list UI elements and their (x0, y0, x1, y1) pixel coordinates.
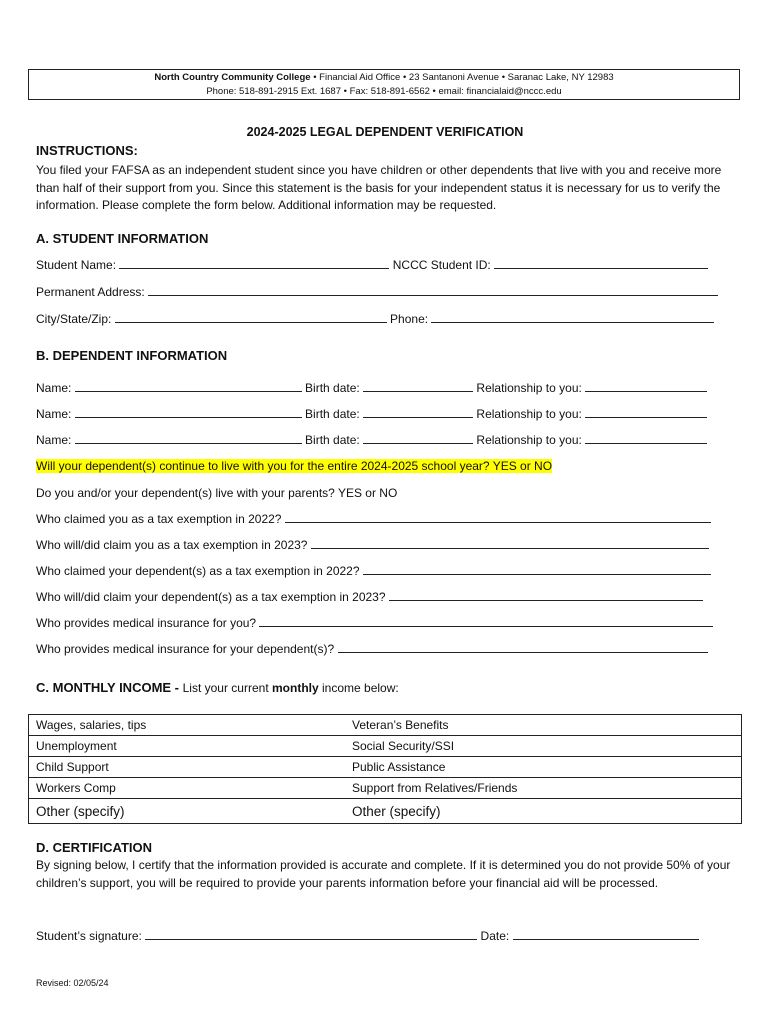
question-claimed-dependent-2022: Who claimed your dependent(s) as a tax exemption in 2022? (36, 564, 711, 578)
table-row (29, 715, 742, 736)
dependent-relationship-field[interactable] (585, 407, 707, 418)
dependent-birth-field[interactable] (363, 407, 473, 418)
section-d-heading: D. CERTIFICATION (36, 840, 153, 855)
student-id-field[interactable] (494, 258, 708, 269)
section-a-heading: A. STUDENT INFORMATION (36, 231, 209, 246)
college-name: North Country Community College (154, 72, 311, 83)
dependent-relationship-field[interactable] (585, 381, 707, 392)
medical-dependent-field[interactable] (338, 642, 708, 653)
revised-date: Revised: 02/05/24 (36, 978, 109, 988)
dependent-row: Name: Birth date: Relationship to you: (36, 407, 707, 421)
income-cell: Unemployment (36, 739, 117, 753)
address-row: Permanent Address: (36, 285, 718, 299)
phone-field[interactable] (431, 312, 714, 323)
claim-you-2023-field[interactable] (311, 538, 709, 549)
student-name-row: Student Name: NCCC Student ID: (36, 258, 708, 272)
income-cell: Wages, salaries, tips (36, 718, 147, 732)
income-cell: Public Assistance (352, 760, 446, 774)
question-claim-you-2023: Who will/did claim you as a tax exemption in 2023? (36, 538, 709, 552)
section-b-heading: B. DEPENDENT INFORMATION (36, 348, 228, 363)
address-field[interactable] (148, 285, 718, 296)
question-claimed-you-2022: Who claimed you as a tax exemption in 2022? (36, 512, 711, 526)
header-line-1: North Country Community College • Financial Aid Office • 23 Santanoni Avenue • Saranac Lake, NY 12983 (154, 72, 614, 83)
income-cell: Other (specify) (36, 803, 125, 819)
monthly-income-table (28, 714, 742, 824)
income-cell: Other (specify) (352, 803, 441, 819)
office-header-box (28, 69, 740, 100)
question-live-entire-year: Will your dependent(s) continue to live with you for the entire 2024-2025 school year? YES or NO (36, 459, 553, 473)
table-row (29, 736, 742, 757)
section-c-heading: C. MONTHLY INCOME - List your current monthly income below: (36, 680, 399, 695)
question-claim-dependent-2023: Who will/did claim your dependent(s) as a tax exemption in 2023? (36, 590, 703, 604)
signature-row: Student’s signature: Date: (36, 929, 699, 943)
table-row (29, 799, 742, 824)
city-field[interactable] (115, 312, 387, 323)
question-live-parents: Do you and/or your dependent(s) live with your parents? YES or NO (36, 486, 398, 500)
student-name-field[interactable] (119, 258, 389, 269)
certification-text: By signing below, I certify that the information provided is accurate and complete. If it is determined you do not provide 50% of your children’s support, you will be required to provide your parents information before your financial aid will be processed. (36, 858, 731, 890)
instructions-heading: INSTRUCTIONS: (36, 143, 138, 158)
dependent-name-field[interactable] (75, 407, 302, 418)
form-title: 2024-2025 LEGAL DEPENDENT VERIFICATION (246, 125, 524, 139)
dependent-relationship-field[interactable] (585, 433, 707, 444)
dependent-name-field[interactable] (75, 433, 302, 444)
instructions-text: You filed your FAFSA as an independent student since you have children or other dependents that live with you and receive more than half of their support from you. Since this statement is the basis for your independent status it is necessary for us to verify the information. Please complete the form below. Additional information may be requested. (36, 163, 722, 212)
claimed-dependent-2022-field[interactable] (363, 564, 711, 575)
income-cell: Social Security/SSI (352, 739, 455, 753)
dependent-birth-field[interactable] (363, 381, 473, 392)
dependent-name-field[interactable] (75, 381, 302, 392)
header-line-2: Phone: 518-891-2915 Ext. 1687 • Fax: 518-891-6562 • email: financialaid@nccc.edu (206, 86, 562, 97)
medical-you-field[interactable] (259, 616, 713, 627)
table-row (29, 778, 742, 799)
dependent-row: Name: Birth date: Relationship to you: (36, 381, 707, 395)
income-cell: Child Support (36, 760, 109, 774)
dependent-birth-field[interactable] (363, 433, 473, 444)
income-cell: Workers Comp (36, 781, 116, 795)
claim-dependent-2023-field[interactable] (389, 590, 703, 601)
signature-field[interactable] (145, 929, 477, 940)
table-row (29, 757, 742, 778)
date-field[interactable] (513, 929, 699, 940)
city-row: City/State/Zip: Phone: (36, 312, 714, 326)
income-cell: Veteran’s Benefits (352, 718, 449, 732)
question-medical-you: Who provides medical insurance for you? (36, 616, 713, 630)
question-medical-dependent: Who provides medical insurance for your dependent(s)? (36, 642, 708, 656)
dependent-row: Name: Birth date: Relationship to you: (36, 433, 707, 447)
income-cell: Support from Relatives/Friends (352, 781, 518, 795)
claimed-you-2022-field[interactable] (285, 512, 711, 523)
